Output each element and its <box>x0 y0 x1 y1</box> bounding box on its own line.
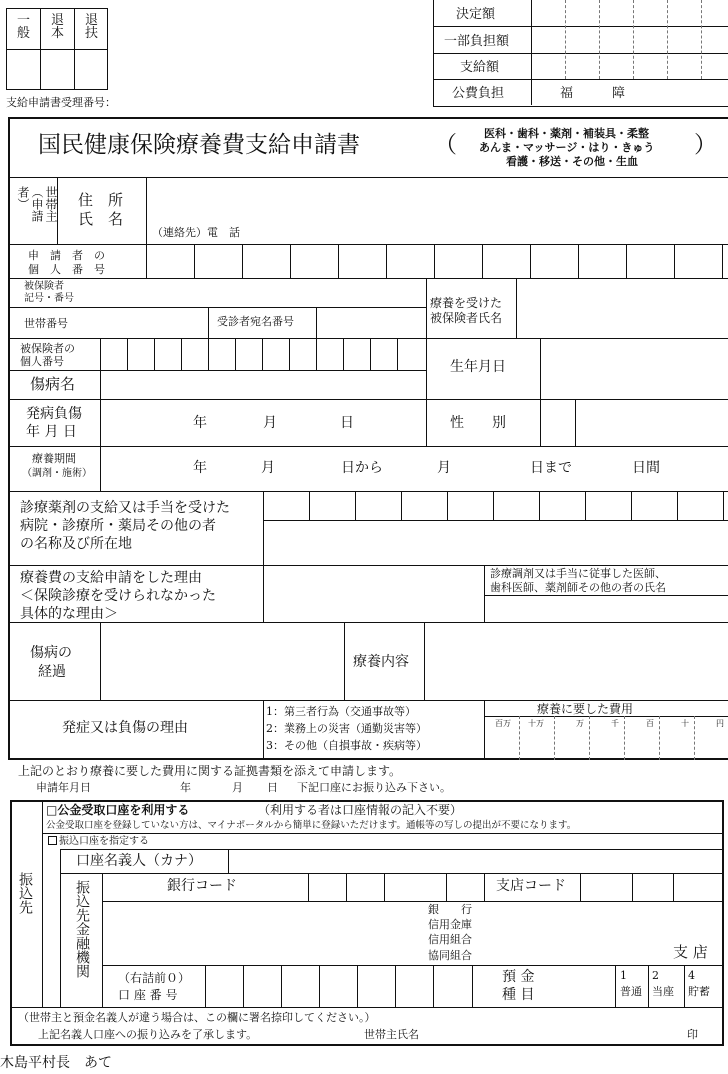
household-number-label: 世帯番号 <box>24 317 68 330</box>
public-burden-label: 公費負担 <box>452 86 505 101</box>
period-from: 日から <box>341 460 383 476</box>
onset-year: 年 <box>193 415 207 431</box>
practitioner-name-field[interactable] <box>485 596 727 621</box>
title-option-3: 看護・移送・その他・生血 <box>506 155 638 168</box>
application-month: 月 <box>232 781 243 794</box>
onset-label-1: 発病負傷 <box>26 406 82 422</box>
onset-label-2: 年 月 日 <box>26 424 77 440</box>
insured-symbol-field[interactable] <box>100 279 425 306</box>
declaration: 上記のとおり療養に要した費用に関する証拠書類を添えて申請します。 <box>18 764 402 778</box>
deposit-type-label-2: 種 目 <box>502 987 535 1003</box>
handling-retire-self: 退本 <box>51 13 65 41</box>
addressee: 木島平村長 あて <box>0 1055 112 1071</box>
deposit-type-savings-num: 4 <box>688 969 695 982</box>
phone-field[interactable] <box>255 224 725 243</box>
account-holder-field[interactable] <box>229 850 721 872</box>
institution-label: 振込先金融機関 <box>74 880 90 978</box>
bank-name-field[interactable] <box>103 902 421 964</box>
account-number-field[interactable] <box>206 966 471 1006</box>
facility-label-1: 診療薬剤の支給又は手当を受けた <box>20 500 230 516</box>
public-account-note: （利用する者は口座情報の記入不要） <box>258 803 463 817</box>
consent-note: （世帯主と預金名義人が違う場合は、この欄に署名捺印してください。） <box>18 1011 376 1024</box>
form-title: 国民健康保険療養費支給申請書 <box>38 132 360 158</box>
reason-label-3: 具体的な理由＞ <box>20 606 118 622</box>
treatment-period-field[interactable] <box>101 447 727 490</box>
title-open-paren: （ <box>434 132 457 158</box>
period-year: 年 <box>193 460 207 476</box>
applicant-number-label-2: 個 人 番 号 <box>28 263 105 276</box>
public-account-info: 公金受取口座を登録していない方は、マイナポータルから簡単に登録いただけます。通帳等の写しの提出が不要になります。 <box>46 820 577 831</box>
treated-person-label-2: 被保険者氏名 <box>430 311 503 325</box>
cause-option-3[interactable]: 3：その他（自損事故・疾病等） <box>266 739 427 752</box>
insured-personal-number-label-2: 個人番号 <box>20 355 64 368</box>
phone-label: （連絡先）電 話 <box>152 226 240 239</box>
decided-amount-label: 決定額 <box>456 7 496 22</box>
onset-month: 月 <box>263 415 277 431</box>
deposit-type-ordinary[interactable] <box>616 966 647 1006</box>
course-label-1: 傷病の <box>30 645 72 661</box>
insured-personal-number-field[interactable] <box>101 339 425 369</box>
treated-person-label-1: 療養を受けた <box>430 296 503 310</box>
reason-field[interactable] <box>264 566 483 621</box>
householder-name-field[interactable] <box>426 1024 676 1043</box>
recipient-number-field[interactable] <box>317 308 425 337</box>
transfer-note: 下記口座にお振り込み下さい。 <box>297 781 451 794</box>
deposit-type-ordinary-num: 1 <box>620 969 627 982</box>
cause-option-2[interactable]: 2：業務上の災害（通勤災害等） <box>266 722 427 735</box>
consent-text: 上記名義人口座への振り込みを了承します。 <box>38 1028 258 1041</box>
deposit-type-savings[interactable] <box>685 966 721 1006</box>
recipient-number-label: 受診者宛名番号 <box>217 315 294 328</box>
cost-unit-thousands: 千 <box>611 719 619 728</box>
period-until: 日まで <box>530 460 572 476</box>
handling-general: 一般 <box>17 13 31 41</box>
sex-field[interactable] <box>541 400 574 445</box>
cause-label: 発症又は負傷の理由 <box>62 720 188 736</box>
partial-burden-label: 一部負担額 <box>444 34 510 49</box>
reason-label-1: 療養費の支給申請をした理由 <box>20 570 202 586</box>
sex-label: 性 別 <box>450 415 506 431</box>
branch-suffix: 支 店 <box>673 943 708 961</box>
birth-date-field[interactable] <box>541 339 727 398</box>
practitioner-label-2: 歯科医師、薬剤師その他の者の氏名 <box>490 581 666 594</box>
seal-mark: 印 <box>687 1028 698 1041</box>
designate-account-checkbox[interactable] <box>48 836 57 845</box>
title-option-1: 医科・歯科・薬剤・補装具・柔整 <box>484 127 649 140</box>
reason-label-2: ＜保険診療を受けられなかった <box>20 588 216 604</box>
treatment-content-field[interactable] <box>425 623 727 699</box>
deposit-type-label-1: 預 金 <box>502 969 535 985</box>
course-label-2: 経過 <box>38 664 66 680</box>
period-month2: 月 <box>437 460 451 476</box>
cause-option-1[interactable]: 1：第三者行為（交通事故等） <box>266 705 416 718</box>
treatment-content-label: 療養内容 <box>353 654 409 670</box>
application-date-label: 申請年月日 <box>36 781 91 794</box>
bank-type-cooperative[interactable]: 協同組合 <box>428 949 472 962</box>
period-days: 日間 <box>632 460 660 476</box>
office-table <box>433 0 728 107</box>
public-burden-value: 福 障 <box>560 86 626 101</box>
deposit-type-savings-label: 貯蓄 <box>688 985 710 998</box>
account-number-label-1: （右詰前０） <box>118 971 191 985</box>
household-number-field[interactable] <box>100 308 207 337</box>
bank-side-label: 振込先 <box>17 872 33 914</box>
branch-code-label: 支店コード <box>496 878 566 894</box>
facility-name-field[interactable] <box>264 521 727 564</box>
application-day: 日 <box>267 781 278 794</box>
disease-name-field[interactable] <box>101 371 425 398</box>
deposit-type-checking[interactable] <box>649 966 683 1006</box>
title-close-paren: ） <box>694 132 717 158</box>
title-option-2: あんま・マッサージ・はり・きゅう <box>479 141 655 154</box>
onset-day: 日 <box>340 415 354 431</box>
course-field[interactable] <box>101 623 343 699</box>
cost-label: 療養に要した費用 <box>537 702 634 716</box>
period-label-1: 療養期間 <box>32 452 76 465</box>
period-month: 月 <box>261 460 275 476</box>
cost-unit-millions: 百万 <box>495 719 511 728</box>
bank-type-shinkin[interactable]: 信用金庫 <box>428 918 472 931</box>
public-account-title[interactable]: □公金受取口座を利用する <box>46 803 190 817</box>
payment-amount-label: 支給額 <box>460 60 500 75</box>
deposit-type-checking-num: 2 <box>652 969 659 982</box>
receipt-number-label: 支給申請書受理番号： <box>6 96 116 109</box>
insured-personal-number-label-1: 被保険者の <box>20 342 75 355</box>
branch-name-field[interactable] <box>480 902 670 964</box>
deposit-type-checking-label: 当座 <box>652 985 674 998</box>
applicant-side-label: 世帯主（申請者） <box>16 186 58 222</box>
applicant-number-label-1: 申 請 者 の <box>28 249 105 262</box>
handling-retire-dependent: 退扶 <box>85 13 99 41</box>
householder-name-label: 世帯主氏名 <box>364 1028 419 1041</box>
application-year: 年 <box>180 781 191 794</box>
bank-type-credit-union[interactable]: 信用組合 <box>428 933 472 946</box>
insured-symbol-label-1: 被保険者 <box>24 281 64 292</box>
account-number-label-2: 口 座 番 号 <box>118 988 178 1002</box>
address-field[interactable] <box>147 178 727 223</box>
cost-unit-ten-thousands: 万 <box>576 719 584 728</box>
practitioner-label-1: 診療調剤又は手当に従事した医師、 <box>490 567 666 580</box>
bank-code-field[interactable] <box>309 874 483 900</box>
account-holder-label: 口座名義人（カナ） <box>76 853 202 869</box>
address-label: 住 所 <box>78 191 124 209</box>
insured-symbol-label-2: 記号・番号 <box>24 293 74 304</box>
cost-unit-hundred-thousands: 十万 <box>528 719 544 728</box>
cost-unit-yen: 円 <box>716 719 724 728</box>
branch-code-field[interactable] <box>581 874 721 900</box>
handling-box <box>6 8 108 90</box>
cost-unit-hundreds: 百 <box>646 719 654 728</box>
facility-code-field[interactable] <box>264 492 727 519</box>
period-label-2: （調剤・施術） <box>22 468 92 479</box>
bank-type-bank[interactable]: 銀 行 <box>428 903 472 916</box>
facility-label-3: の名称及び所在地 <box>20 536 132 552</box>
facility-label-2: 病院・診療所・薬局その他の者 <box>20 518 216 534</box>
cost-unit-tens: 十 <box>681 719 689 728</box>
applicant-number-field[interactable] <box>147 245 727 277</box>
deposit-type-ordinary-label: 普通 <box>620 985 642 998</box>
bank-code-label: 銀行コード <box>167 878 237 894</box>
name-label: 氏 名 <box>78 210 124 228</box>
disease-name-label: 傷病名 <box>30 375 76 393</box>
onset-date-field[interactable] <box>101 400 425 445</box>
treated-person-name-field[interactable] <box>517 279 727 337</box>
cost-field[interactable] <box>485 728 727 759</box>
designate-account-option[interactable]: 振込口座を指定する <box>48 836 149 847</box>
birth-date-label: 生年月日 <box>450 359 506 375</box>
